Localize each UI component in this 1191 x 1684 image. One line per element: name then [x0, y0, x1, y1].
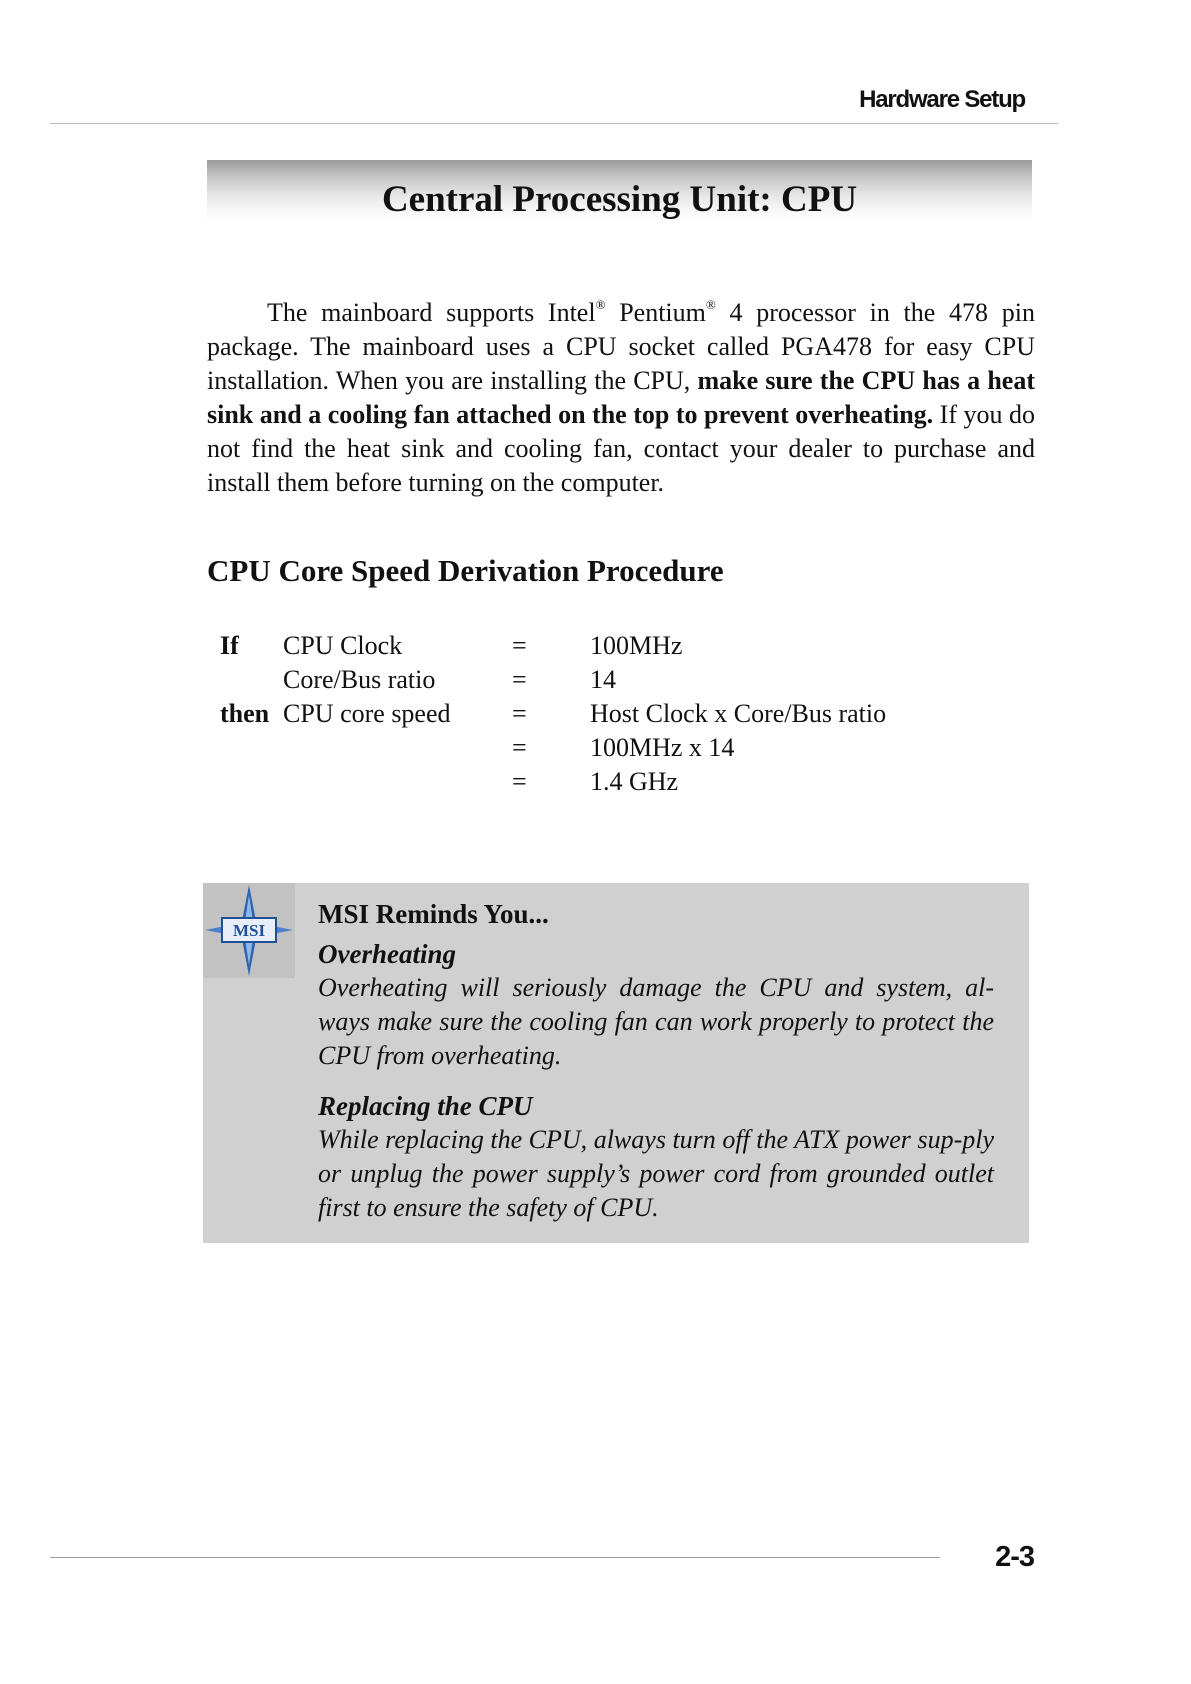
row-value: 1.4 GHz	[590, 767, 679, 796]
row-equals: =	[512, 699, 527, 728]
reminder-section-text: Overheating will seriously damage the CPU and system, al-ways make sure the cooling fan can work properly to protect the CPU from overheating.	[318, 973, 994, 1070]
msi-compass-icon	[203, 883, 295, 978]
reminder-section-heading: Overheating	[318, 939, 456, 969]
footer-divider	[50, 1557, 940, 1558]
derivation-row	[0, 731, 1191, 765]
registered-mark: ®	[595, 297, 606, 312]
header-divider	[50, 123, 1058, 124]
row-equals: =	[512, 733, 527, 762]
derivation-row	[0, 765, 1191, 799]
intro-text-4: If you do not find the heat sink and cooling fan, contact your dealer to purchase and install them before turning on the computer.	[207, 400, 1036, 497]
row-equals: =	[512, 767, 527, 796]
msi-logo-tile	[203, 883, 295, 978]
reminder-section-heading: Replacing the CPU	[318, 1091, 533, 1121]
row-value: 14	[590, 665, 616, 694]
reminder-content	[318, 897, 994, 1225]
row-label: CPU core speed	[283, 699, 451, 728]
derivation-row	[0, 663, 1191, 697]
derivation-row	[0, 697, 1191, 731]
row-value: Host Clock x Core/Bus ratio	[590, 699, 887, 728]
row-label: CPU Clock	[283, 631, 403, 660]
reminder-section-text: While replacing the CPU, always turn off the ATX power sup-ply or unplug the power supply’s power cord from grounded outlet first to ensure the safety of CPU.	[318, 1125, 994, 1222]
logo-text: MSI	[232, 921, 266, 940]
row-value: 100MHz	[590, 631, 683, 660]
header-section-label: Hardware Setup	[859, 86, 1025, 113]
row-label: Core/Bus ratio	[283, 665, 436, 694]
intro-text-1: The mainboard supports Intel	[267, 298, 596, 327]
derivation-row	[0, 629, 1191, 663]
registered-mark: ®	[705, 297, 716, 312]
row-value: 100MHz x 14	[590, 733, 735, 762]
intro-paragraph	[207, 296, 1035, 500]
page-title: Central Processing Unit: CPU	[381, 179, 858, 220]
intro-warning: make sure the CPU has a heat sink and a cooling fan attached on the top to prevent overheating.	[207, 366, 1035, 429]
intro-text-3: 4 processor in the 478 pin package. The mainboard uses a CPU socket called PGA478 for easy CPU installation. When you are installing the CPU,	[207, 298, 1036, 395]
row-equals: =	[512, 665, 527, 694]
section-heading: CPU Core Speed Derivation Procedure	[207, 553, 724, 588]
reminder-title: MSI Reminds You...	[318, 899, 549, 929]
page-number: 2-3	[995, 1541, 1034, 1573]
intro-text-2: Pentium	[605, 298, 706, 327]
derivation-table	[0, 629, 1191, 799]
row-keyword: then	[220, 699, 270, 728]
row-keyword: If	[220, 631, 239, 660]
row-equals: =	[512, 631, 527, 660]
